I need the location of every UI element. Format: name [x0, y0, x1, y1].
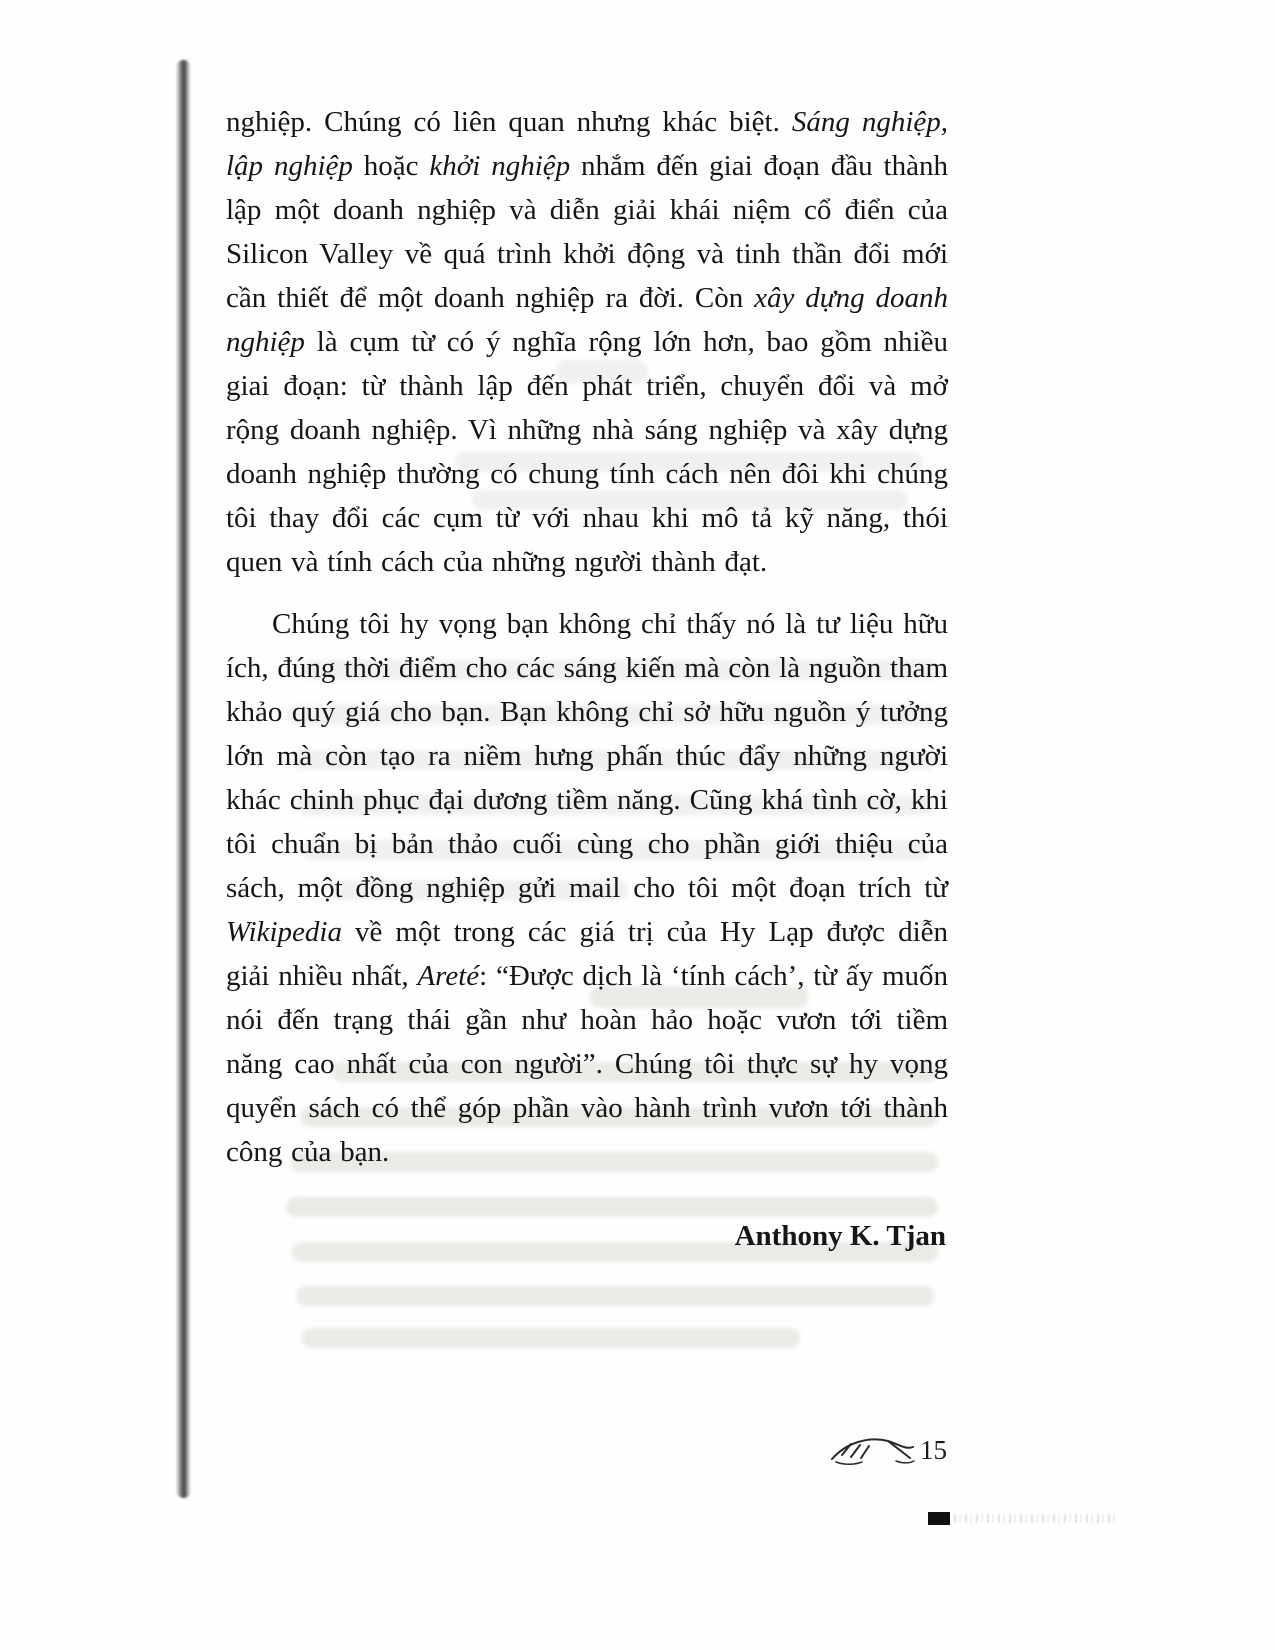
- text-segment: hoặc: [352, 150, 430, 182]
- italic-text-segment: Areté: [417, 960, 480, 992]
- scan-artifact-noise: [954, 1514, 1119, 1523]
- text-segment: Chúng tôi hy vọng bạn không chỉ thấy nó là tư liệu hữu ích, đúng thời điểm cho các sáng kiến mà còn là nguồn tham khảo quý giá cho bạn. Bạn không chỉ sở hữu nguồn ý tưởng lớn mà còn tạo ra niềm hưng phấn thúc đẩy những người khác chinh phục đại dương tiềm năng. Cũng khá tình cờ, khi tôi chuẩn bị bản thảo cuối cùng cho phần giới thiệu của sách, một đồng nghiệp gửi mail cho tôi một đoạn trích từ: [226, 608, 948, 904]
- text-segment: là cụm từ có ý nghĩa rộng lớn hơn, bao gồm nhiều giai đoạn: từ thành lập đến phát triển, chuyển đổi và mở rộng doanh nghiệp. Vì những nhà sáng nghiệp và xây dựng doanh nghiệp thường có chung tính cách nên đôi khi chúng tôi thay đổi các cụm từ với nhau khi mô tả kỹ năng, thói quen và tính cách của những người thành đạt.: [226, 326, 948, 578]
- page-number: 15: [920, 1434, 947, 1465]
- italic-text-segment: Wikipedia: [226, 916, 342, 948]
- scan-edge-shadow: [176, 60, 191, 1498]
- page-footer: [828, 1432, 947, 1468]
- text-segment: : “Được dịch là ‘tính cách’, từ ấy muốn nói đến trạng thái gần như hoàn hảo hoặc vươn tới tiềm năng cao nhất của con người”. Chúng tôi thực sự hy vọng quyển sách có thể góp phần vào hành trình vươn tới thành công của bạn.: [226, 960, 949, 1168]
- italic-text-segment: Sáng nghiệp, lập nghiệp: [226, 106, 948, 182]
- paragraph: [226, 602, 948, 1174]
- page-text-block: [226, 100, 948, 1253]
- text-segment: về một trong các giá trị của Hy Lạp được diễn giải nhiều nhất,: [226, 916, 948, 992]
- text-segment: nghiệp. Chúng có liên quan nhưng khác biệt.: [226, 106, 792, 138]
- paragraph-container: [226, 100, 948, 1174]
- paragraph: [226, 100, 948, 584]
- italic-text-segment: xây dựng doanh nghiệp: [226, 282, 948, 358]
- quill-sketch-icon: [828, 1432, 916, 1468]
- scan-artifact-mark: [928, 1512, 950, 1525]
- text-segment: nhắm đến giai đoạn đầu thành lập một doanh nghiệp và diễn giải khái niệm cổ điển của Silicon Valley về quá trình khởi động và tinh thần đổi mới cần thiết để một doanh nghiệp ra đời. Còn: [226, 150, 948, 314]
- author-signature: Anthony K. Tjan: [734, 1220, 946, 1252]
- italic-text-segment: khởi nghiệp: [429, 150, 571, 182]
